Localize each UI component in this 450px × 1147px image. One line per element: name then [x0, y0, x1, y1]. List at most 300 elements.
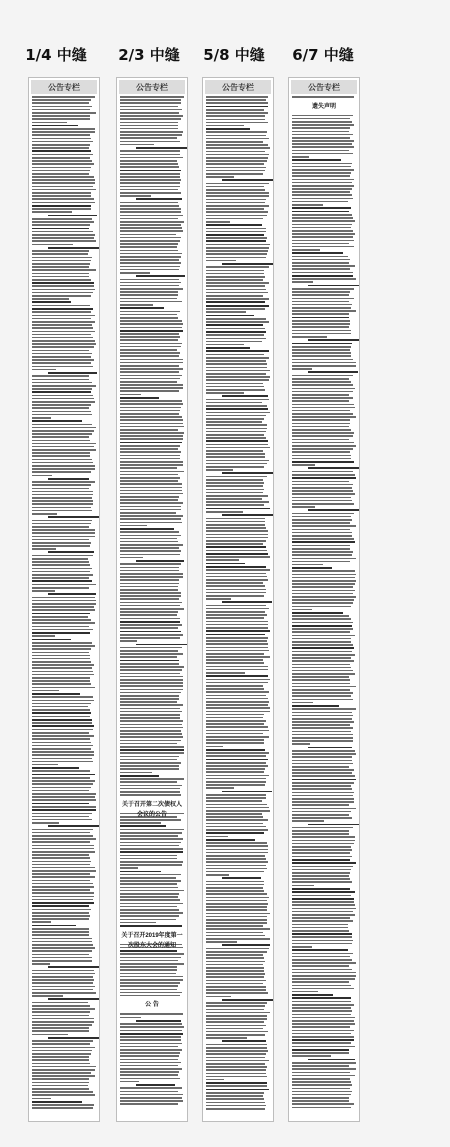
text-line	[32, 250, 89, 252]
text-line	[292, 204, 323, 206]
text-line	[206, 906, 267, 908]
text-line	[120, 1046, 178, 1048]
text-line	[292, 644, 353, 646]
text-line	[206, 270, 264, 272]
text-line	[206, 386, 264, 388]
text-line	[292, 410, 350, 412]
text-line	[206, 341, 262, 343]
text-line	[120, 695, 179, 697]
text-line	[206, 778, 266, 780]
text-line	[292, 785, 351, 787]
text-line	[48, 551, 94, 553]
text-line	[120, 502, 183, 504]
text-line	[292, 127, 350, 129]
text-line	[206, 244, 270, 246]
text-line	[32, 1088, 89, 1090]
text-line	[206, 498, 262, 500]
text-line	[48, 215, 97, 217]
text-line	[120, 115, 183, 117]
text-line	[292, 291, 350, 293]
text-line	[206, 1082, 267, 1084]
text-line	[206, 311, 246, 313]
text-line	[32, 195, 91, 197]
text-line	[32, 571, 90, 573]
text-line	[120, 740, 181, 742]
text-line	[292, 131, 349, 133]
text-line	[32, 629, 93, 631]
text-line	[32, 548, 56, 550]
text-line	[32, 1069, 95, 1071]
text-line	[120, 122, 178, 124]
text-line	[120, 224, 181, 226]
text-line	[206, 347, 250, 349]
text-line	[120, 736, 183, 738]
text-line	[32, 182, 95, 184]
text-line	[32, 1059, 89, 1061]
text-line	[292, 224, 352, 226]
text-line	[32, 401, 95, 403]
text-line	[32, 424, 92, 426]
text-line	[32, 545, 90, 547]
text-line	[206, 511, 243, 513]
text-line	[292, 336, 327, 338]
text-line	[206, 147, 270, 149]
text-line	[292, 849, 352, 851]
text-line	[120, 547, 179, 549]
text-line	[120, 1052, 180, 1054]
text-line	[32, 982, 93, 984]
text-line	[32, 963, 50, 965]
column-title-1-4: 1/4 中缝	[25, 46, 87, 64]
text-line	[120, 538, 177, 540]
text-line	[292, 207, 351, 209]
text-line	[292, 1007, 351, 1009]
text-line	[206, 611, 265, 613]
text-line	[206, 634, 265, 636]
text-line	[32, 774, 95, 776]
text-line	[120, 509, 181, 511]
text-line	[292, 1042, 351, 1044]
text-line	[206, 637, 268, 639]
text-line	[32, 864, 90, 866]
text-line	[120, 963, 184, 965]
text-line	[120, 778, 184, 780]
text-line	[292, 1088, 350, 1090]
text-line	[308, 467, 360, 469]
text-line	[206, 585, 265, 587]
text-line	[120, 550, 181, 552]
text-line	[206, 589, 266, 591]
text-line	[292, 220, 355, 222]
text-line	[32, 555, 93, 557]
text-line	[120, 205, 179, 207]
text-line	[206, 624, 268, 626]
text-line	[32, 761, 93, 763]
text-line	[32, 938, 92, 940]
text-line	[292, 310, 356, 312]
text-line	[120, 474, 178, 476]
text-line	[292, 956, 350, 958]
text-line	[32, 867, 95, 869]
text-line	[206, 1066, 267, 1068]
text-line	[48, 1037, 100, 1039]
text-line	[32, 481, 95, 483]
text-line	[32, 574, 93, 576]
text-line	[120, 362, 183, 364]
text-line	[32, 738, 90, 740]
text-line	[206, 266, 269, 268]
text-line	[120, 499, 178, 501]
text-line	[292, 435, 353, 437]
text-line	[206, 640, 267, 642]
text-line	[206, 787, 234, 789]
text-line	[292, 969, 352, 971]
text-line	[292, 214, 352, 216]
text-line	[206, 224, 262, 226]
text-line	[206, 257, 266, 259]
text-line	[120, 176, 180, 178]
text-line	[32, 642, 92, 644]
text-line	[120, 1059, 178, 1061]
text-line	[206, 370, 270, 372]
text-line	[292, 500, 352, 502]
text-line	[206, 530, 268, 532]
text-line	[120, 583, 179, 585]
text-line	[206, 392, 244, 394]
text-line	[32, 1018, 94, 1020]
text-line	[32, 202, 95, 204]
text-line	[292, 381, 351, 383]
text-line	[206, 96, 268, 98]
text-line	[32, 652, 89, 654]
text-line	[120, 195, 151, 197]
text-line	[120, 768, 179, 770]
text-line	[292, 156, 309, 158]
text-line	[206, 714, 264, 716]
text-line	[120, 317, 178, 319]
notice-title: 关于召开第二次债权人会议的公告	[121, 801, 182, 818]
text-line	[120, 179, 181, 181]
text-line	[292, 875, 349, 877]
text-line	[292, 715, 353, 717]
column-body	[120, 96, 184, 1105]
text-line	[48, 247, 99, 249]
text-line	[292, 683, 350, 685]
text-line	[120, 448, 178, 450]
text-line	[292, 172, 351, 174]
text-line	[32, 375, 89, 377]
text-line	[136, 275, 185, 277]
text-line	[120, 733, 182, 735]
text-line	[120, 365, 179, 367]
text-line	[32, 700, 94, 702]
text-line	[32, 321, 95, 323]
text-line	[32, 455, 90, 457]
text-line	[32, 128, 95, 130]
text-line	[292, 423, 350, 425]
text-line	[206, 675, 268, 677]
text-line	[292, 881, 352, 883]
text-line	[32, 362, 91, 364]
text-line	[120, 794, 181, 796]
text-line	[32, 947, 95, 949]
text-line	[120, 618, 180, 620]
text-line	[120, 640, 137, 642]
text-line	[120, 966, 177, 968]
text-line	[206, 685, 263, 687]
text-line	[120, 346, 181, 348]
text-line	[292, 651, 352, 653]
text-line	[206, 865, 266, 867]
text-line	[32, 507, 91, 509]
text-line	[32, 198, 94, 200]
text-line	[292, 121, 352, 123]
text-line	[292, 96, 354, 98]
text-line	[292, 664, 350, 666]
text-line	[48, 516, 100, 518]
text-line	[32, 693, 80, 695]
text-line	[32, 488, 89, 490]
text-line	[222, 395, 268, 397]
text-line	[206, 298, 269, 300]
text-line	[32, 1021, 94, 1023]
text-line	[32, 735, 94, 737]
text-line	[292, 843, 354, 845]
text-line	[206, 504, 264, 506]
notice-title: 关于召开2019年度第一次股东大会的通知	[121, 932, 183, 949]
text-line	[292, 866, 353, 868]
text-line	[32, 857, 90, 859]
text-line	[206, 131, 267, 133]
text-line	[206, 376, 270, 378]
text-line	[120, 106, 178, 108]
text-line	[120, 727, 183, 729]
text-line	[206, 234, 264, 236]
text-line	[120, 1043, 182, 1045]
text-line	[32, 896, 94, 898]
text-line	[32, 925, 76, 927]
text-line	[32, 732, 89, 734]
text-line	[120, 208, 181, 210]
text-line	[206, 989, 266, 991]
text-line	[292, 516, 351, 518]
text-line	[136, 147, 188, 149]
text-line	[292, 743, 310, 745]
text-line	[206, 221, 230, 223]
text-line	[32, 564, 90, 566]
text-line	[120, 611, 178, 613]
text-line	[292, 702, 313, 704]
text-line	[292, 1036, 354, 1038]
text-line	[32, 122, 67, 124]
text-line	[292, 914, 355, 916]
text-line	[206, 579, 268, 581]
text-line	[120, 323, 183, 325]
text-line	[206, 784, 265, 786]
text-line	[206, 656, 270, 658]
text-line	[120, 544, 183, 546]
text-line	[206, 996, 231, 998]
text-line	[206, 344, 244, 346]
text-line	[292, 493, 355, 495]
text-line	[120, 992, 182, 994]
text-line	[206, 804, 267, 806]
text-line	[206, 755, 266, 757]
text-line	[206, 986, 266, 988]
text-line	[292, 182, 352, 184]
text-line	[292, 628, 353, 630]
text-line	[32, 931, 89, 933]
text-line	[206, 759, 268, 761]
text-line	[120, 663, 179, 665]
text-line	[120, 330, 183, 332]
text-line	[206, 688, 264, 690]
text-line	[120, 102, 181, 104]
text-line	[32, 179, 95, 181]
text-line	[120, 711, 182, 713]
text-line	[206, 537, 268, 539]
text-line	[120, 218, 178, 220]
text-line	[292, 429, 351, 431]
text-line	[120, 957, 181, 959]
text-line	[120, 653, 183, 655]
text-line	[120, 285, 179, 287]
text-line	[206, 208, 264, 210]
text-line	[32, 176, 94, 178]
text-line	[292, 455, 351, 457]
text-line	[206, 1012, 270, 1014]
text-line	[120, 557, 143, 559]
text-line	[120, 893, 179, 895]
text-line	[32, 144, 90, 146]
text-line	[120, 240, 180, 242]
column-body	[292, 96, 356, 1108]
text-line	[206, 938, 270, 940]
text-line	[32, 616, 88, 618]
text-line	[292, 734, 353, 736]
text-line	[292, 930, 349, 932]
text-line	[206, 916, 267, 918]
text-line	[206, 437, 266, 439]
text-line	[292, 635, 355, 637]
text-line	[120, 359, 183, 361]
text-line	[32, 356, 91, 358]
text-line	[120, 906, 177, 908]
text-line	[32, 606, 94, 608]
text-line	[32, 427, 96, 429]
text-line	[292, 708, 356, 710]
text-line	[206, 967, 264, 969]
text-line	[206, 816, 263, 818]
text-line	[120, 1055, 179, 1057]
text-line	[292, 782, 354, 784]
text-line	[292, 326, 349, 328]
text-line	[292, 365, 356, 367]
text-line	[292, 740, 353, 742]
text-line	[32, 366, 93, 368]
text-line	[206, 941, 237, 943]
text-line	[292, 1030, 354, 1032]
text-line	[120, 253, 182, 255]
text-line	[206, 128, 250, 130]
text-line	[120, 1065, 178, 1067]
text-line	[292, 249, 320, 251]
text-line	[120, 307, 164, 309]
text-line	[32, 285, 94, 287]
text-line	[32, 369, 56, 371]
text-line	[292, 836, 355, 838]
text-line	[292, 606, 351, 608]
text-line	[32, 269, 96, 271]
text-line	[120, 131, 183, 133]
text-line	[206, 726, 268, 728]
text-line	[120, 985, 178, 987]
text-line	[292, 801, 354, 803]
text-line	[292, 670, 353, 672]
text-line	[32, 337, 93, 339]
text-line	[292, 159, 341, 161]
text-line	[292, 1097, 349, 1099]
text-line	[206, 1044, 267, 1046]
text-line	[120, 685, 183, 687]
text-line	[120, 621, 180, 623]
text-line	[120, 1087, 182, 1089]
text-line	[120, 381, 177, 383]
text-line	[120, 336, 180, 338]
text-line	[120, 397, 159, 399]
text-line	[292, 252, 343, 254]
text-line	[292, 166, 351, 168]
text-line	[120, 166, 179, 168]
text-line	[32, 436, 89, 438]
text-line	[120, 656, 177, 658]
text-line	[32, 282, 94, 284]
text-line	[292, 1049, 349, 1051]
text-line	[120, 925, 182, 927]
text-line	[206, 810, 270, 812]
text-line	[32, 719, 92, 721]
text-line	[32, 228, 89, 230]
text-line	[32, 696, 93, 698]
text-line	[206, 399, 269, 401]
text-line	[292, 529, 350, 531]
text-line	[120, 266, 180, 268]
text-line	[32, 558, 88, 560]
text-line	[206, 695, 266, 697]
text-line	[206, 932, 263, 934]
text-line	[32, 102, 89, 104]
text-line	[120, 861, 183, 863]
text-line	[32, 725, 94, 727]
text-line	[120, 301, 182, 303]
text-line	[292, 692, 353, 694]
text-line	[292, 561, 350, 563]
text-line	[120, 698, 179, 700]
text-line	[206, 106, 268, 108]
text-line	[32, 1024, 92, 1026]
text-line	[206, 173, 263, 175]
text-line	[120, 160, 177, 162]
text-line	[206, 524, 265, 526]
text-line	[32, 1066, 96, 1068]
text-line	[292, 962, 356, 964]
text-line	[120, 279, 179, 281]
text-line	[292, 1091, 352, 1093]
text-line	[32, 584, 96, 586]
text-line	[206, 231, 266, 233]
text-line	[292, 660, 354, 662]
column-title-2-3: 2/3 中缝	[118, 46, 180, 64]
